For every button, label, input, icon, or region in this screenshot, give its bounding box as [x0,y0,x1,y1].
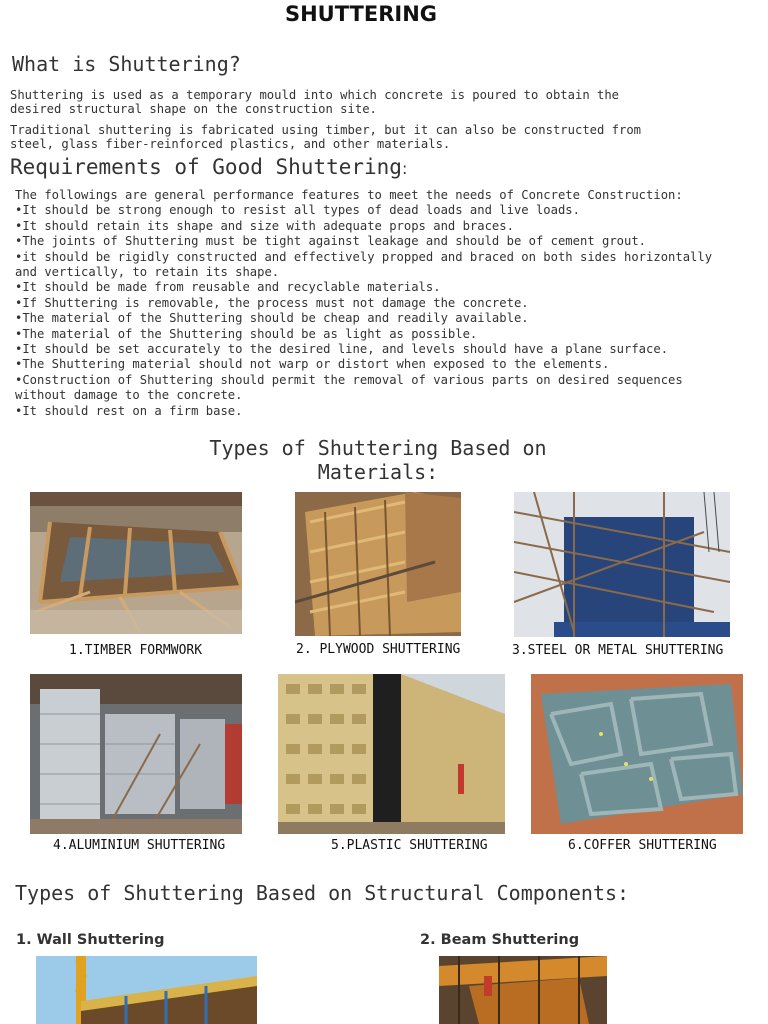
structural-types-heading: Types of Shuttering Based on Structural Components: [15,881,630,905]
materials-paragraph: Traditional shuttering is fabricated using timber, but it can also be constructed from steel, glass fiber-reinforced plastics, and other materials. [10,123,642,151]
caption-plywood-shuttering: 2. PLYWOOD SHUTTERING [296,642,461,657]
list-item: •The joints of Shuttering must be tight against leakage and should be of cement grout. [15,234,647,249]
list-item: •The material of the Shuttering should be cheap and readily available. [15,311,529,326]
requirements-intro: The followings are general performance features to meet the needs of Concrete Construction: [15,188,683,202]
requirements-heading-colon: : [401,159,408,178]
list-item: •It should be made from reusable and recyclable materials. [15,280,441,295]
page-title: SHUTTERING [284,2,438,26]
caption-coffer-shuttering: 6.COFFER SHUTTERING [568,838,717,853]
coffer-shuttering-image [531,674,743,834]
list-item: •It should be set accurately to the desired line, and levels should have a plane surface. [15,342,669,357]
requirements-heading-text: Requirements of Good Shuttering [10,155,402,179]
list-item: •it should be rigidly constructed and effectively propped and braced on both sides horizontally and vertically, to retain its shape. [15,249,713,280]
plastic-shuttering-image [278,674,505,834]
steel-shuttering-image [514,492,730,637]
caption-aluminium-shuttering: 4.ALUMINIUM SHUTTERING [53,838,226,853]
beam-shuttering-image [439,956,607,1024]
what-is-shuttering-heading: What is Shuttering? [12,52,241,76]
caption-steel-shuttering: 3.STEEL OR METAL SHUTTERING [512,643,724,658]
requirements-heading [10,155,407,179]
wall-shuttering-image [36,956,257,1024]
plywood-shuttering-image [295,492,461,636]
beam-shuttering-subheading: 2. Beam Shuttering [420,932,580,948]
timber-formwork-image [30,492,242,634]
requirements-list [15,188,745,419]
list-item: •It should retain its shape and size with adequate props and braces. [15,218,514,233]
material-types-heading-line1: Types of Shuttering Based on [209,436,547,460]
caption-plastic-shuttering: 5.PLASTIC SHUTTERING [331,838,488,853]
list-item: •The Shuttering material should not warp or distort when exposed to the elements. [15,357,610,372]
aluminium-shuttering-image [30,674,242,834]
list-item: •If Shuttering is removable, the process must not damage the concrete. [15,295,529,310]
wall-shuttering-subheading: 1. Wall Shuttering [16,932,165,948]
list-item: •Construction of Shuttering should permit the removal of various parts on desired sequences without damage to the concrete. [15,372,683,403]
list-item: •The material of the Shuttering should be as light as possible. [15,326,478,341]
list-item: •It should be strong enough to resist all types of dead loads and live loads. [15,203,580,218]
list-item: •It should rest on a firm base. [15,403,243,418]
caption-timber-formwork: 1.TIMBER FORMWORK [69,643,203,658]
definition-paragraph: Shuttering is used as a temporary mould into which concrete is poured to obtain the desired structural shape on the construction site. [10,88,620,116]
material-types-heading-line2: Materials: [317,460,439,484]
